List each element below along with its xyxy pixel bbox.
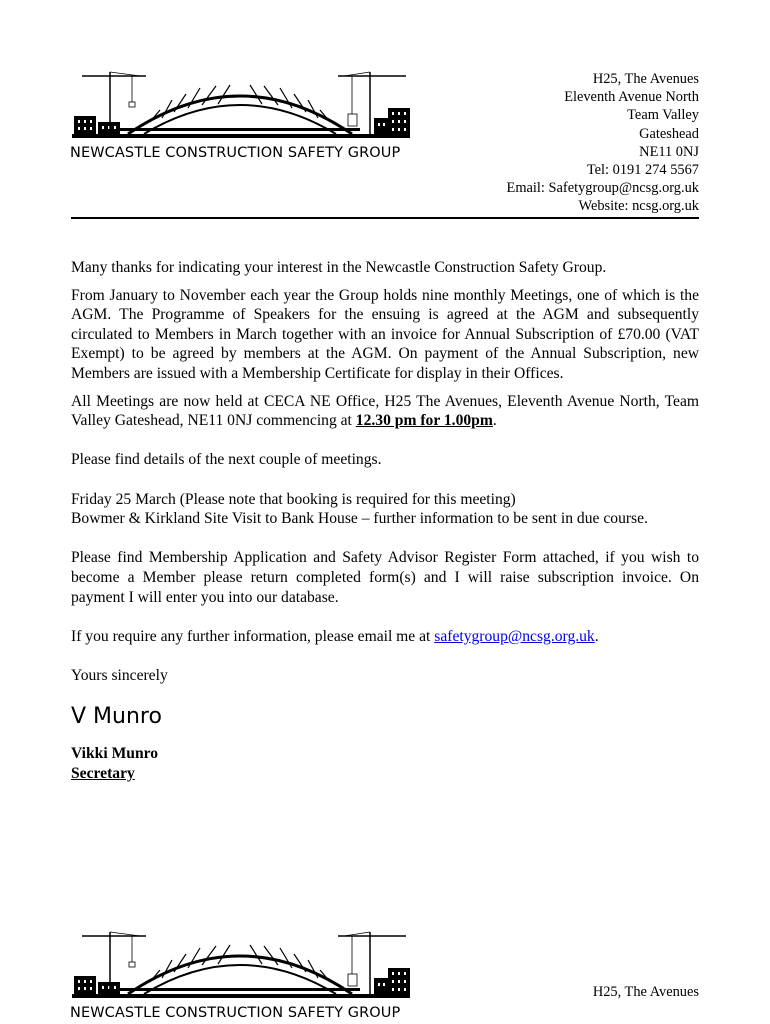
paragraph-contact — [71, 627, 699, 647]
address-line: H25, The Avenues — [592, 71, 699, 87]
letterhead-logo — [70, 70, 412, 161]
paragraph-meetings-info: From January to November each year the Group holds nine monthly Meetings, one of which is the AGM. The Programme of Speakers for the ensuing is agreed at the AGM and subsequently circulated to Members in March together with an invoice for Annual Subscription of £70.00 (VAT Exempt) to be agreed by members at the AGM. On payment of the Annual Subscription, new Members are issued with a Membership Certificate for display in their Offices. — [71, 286, 699, 382]
page2-org-name: NEWCASTLE CONSTRUCTION SAFETY GROUP — [70, 1005, 401, 1021]
sender-address — [507, 70, 699, 216]
bridge-logo-icon — [70, 930, 412, 1002]
address-line: NE11 0NJ — [639, 143, 699, 160]
email-link[interactable]: safetygroup@ncsg.org.uk — [434, 627, 595, 645]
paragraph-next-meetings: Please find details of the next couple of meetings. — [71, 451, 382, 469]
paragraph-thanks: Many thanks for indicating your interest in the Newcastle Construction Safety Group. — [71, 259, 607, 276]
paragraph-venue — [71, 392, 699, 431]
venue-end: . — [492, 412, 497, 430]
address-line: Gateshead — [639, 125, 699, 142]
website-line: Website: ncsg.org.uk — [578, 198, 699, 215]
signer-name: Vikki Munro — [71, 745, 159, 763]
contact-text: If you require any further information, please email me at — [71, 627, 435, 645]
meeting-description: Bowmer & Kirkland Site Visit to Bank House – further information to be sent in due course. — [71, 510, 648, 528]
paragraph-membership-form: Please find Membership Application and Safety Advisor Register Form attached, if you wish to become a Member please return completed form(s) and I will raise subscription invoice. On payment I will enter you into our database. — [71, 549, 699, 606]
venue-text: All Meetings are now held at CECA NE Office, H25 The Avenues, Eleventh Avenue North, Team Valley Gateshead, NE11 0NJ commencing at — [71, 392, 699, 430]
signature: V Munro — [71, 704, 162, 730]
page2-letterhead-logo — [70, 930, 412, 1021]
email-line: Email: Safetygroup@ncsg.org.uk — [506, 180, 699, 197]
page2-address-line: H25, The Avenues — [592, 984, 699, 1000]
phone-line: Tel: 0191 274 5567 — [586, 162, 699, 179]
org-name: NEWCASTLE CONSTRUCTION SAFETY GROUP — [70, 145, 401, 161]
letter-body — [71, 258, 699, 784]
address-line: Eleventh Avenue North — [564, 89, 699, 106]
signer-role: Secretary — [71, 765, 135, 783]
closing: Yours sincerely — [71, 666, 168, 684]
address-line: Team Valley — [627, 107, 699, 124]
header-divider — [71, 217, 699, 219]
contact-end: . — [594, 627, 599, 645]
meeting-date: Friday 25 March (Please note that booking is required for this meeting) — [71, 490, 516, 508]
bridge-logo-icon — [70, 70, 412, 142]
meeting-time: 12.30 pm for 1.00pm — [355, 412, 493, 430]
